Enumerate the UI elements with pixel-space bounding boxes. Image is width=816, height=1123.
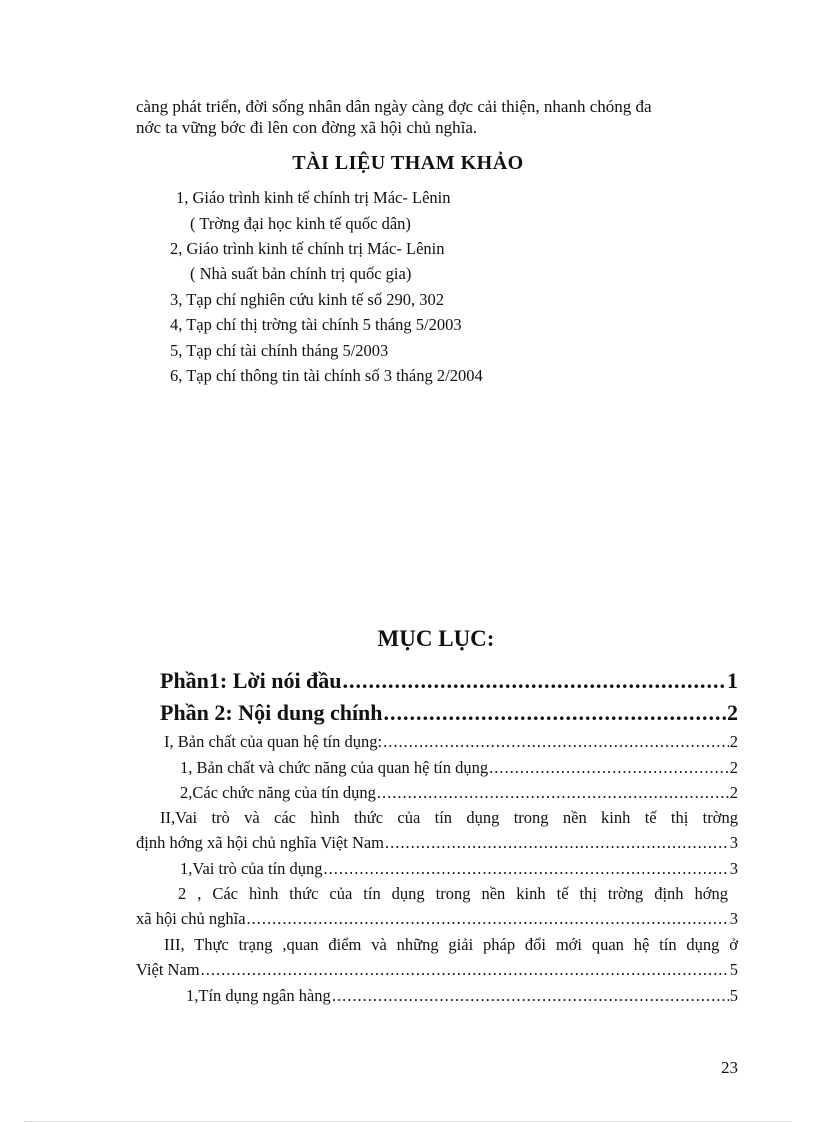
toc-entry-label: xã hội chủ nghĩa: [136, 909, 246, 928]
toc-leader: [201, 960, 729, 980]
toc-entry-page: 2: [727, 700, 738, 725]
reference-item: 6, Tạp chí thông tin tài chính số 3 tháng 2/2004: [170, 366, 483, 385]
toc-entry-label: 1, Bản chất và chức năng của quan hệ tín dụng: [180, 758, 489, 777]
toc-entry[interactable]: [136, 960, 738, 980]
references-title: TÀI LIỆU THAM KHẢO: [292, 152, 524, 174]
toc-leader: [489, 758, 729, 778]
reference-item: 4, Tạp chí thị trờng tài chính 5 tháng 5/2003: [170, 315, 462, 334]
toc-entry[interactable]: [164, 732, 738, 752]
toc-entry-label: Việt Nam: [136, 960, 200, 979]
intro-paragraph: [136, 96, 746, 138]
toc-leader: [332, 986, 729, 1006]
toc-entry-page: 1: [727, 668, 738, 693]
toc-entry[interactable]: [186, 986, 738, 1006]
reference-item: ( Nhà suất bản chính trị quốc gia): [190, 264, 412, 283]
toc-entry-label: Phần 2: Nội dung chính: [160, 700, 383, 725]
toc-entry-page: 2: [729, 758, 738, 777]
toc-leader: [324, 859, 729, 879]
toc-entry[interactable]: [180, 859, 738, 879]
toc-title: MỤC LỤC:: [377, 626, 495, 651]
toc-leader: [247, 909, 729, 929]
intro-line: nớc ta vững bớc đi lên con đờng xã hội chủ nghĩa.: [136, 118, 478, 137]
toc-entry-lead: III, Thực trạng ,quan điểm và những giải pháp đổi mới quan hệ tín dụng ở: [164, 935, 738, 954]
reference-item: 2, Giáo trình kinh tế chính trị Mác- Lênin: [170, 239, 445, 258]
toc-entry[interactable]: [136, 909, 738, 929]
toc-entry-page: 5: [729, 986, 738, 1005]
toc-entry-label: định hớng xã hội chủ nghĩa Việt Nam: [136, 833, 385, 852]
toc-entry-label: 1,Tín dụng ngân hàng: [186, 986, 331, 1005]
toc-leader: [377, 783, 729, 803]
toc-entry-label: Phần1: Lời nói đầu: [160, 668, 342, 693]
toc-entry[interactable]: [136, 833, 738, 853]
toc-entry[interactable]: [180, 758, 738, 778]
toc-leader: [385, 833, 729, 853]
toc-leader: [383, 732, 729, 752]
toc-entry-page: 2: [729, 783, 738, 802]
toc-entry[interactable]: [180, 783, 738, 803]
toc-entry-page: 5: [729, 960, 738, 979]
toc-leader: [343, 668, 726, 694]
toc-entry-label: 2,Các chức năng của tín dụng: [180, 783, 376, 802]
toc-entry-page: 3: [729, 909, 738, 928]
reference-item: 3, Tạp chí nghiên cứu kinh tế số 290, 302: [170, 290, 444, 309]
reference-item: 5, Tạp chí tài chính tháng 5/2003: [170, 341, 389, 360]
toc-entry-label: I, Bản chất của quan hệ tín dụng:: [164, 732, 383, 751]
toc-entry-lead: 2 , Các hình thức của tín dụng trong nền kinh tế thị trờng định hớng: [178, 884, 728, 903]
toc-entry-lead: II,Vai trò và các hình thức của tín dụng trong nền kinh tế thị trờng: [160, 808, 738, 827]
toc-entry-label: 1,Vai trò của tín dụng: [180, 859, 323, 878]
intro-line: càng phát triển, đời sống nhân dân ngày càng đợc cải thiện, nhanh chóng đa: [136, 97, 652, 116]
toc-entry-page: 2: [729, 732, 738, 751]
toc-entry-page: 3: [729, 859, 738, 878]
reference-item: ( Trờng đại học kinh tế quốc dân): [190, 214, 411, 233]
toc-entry-page: 3: [729, 833, 738, 852]
page-number: 23: [721, 1058, 738, 1077]
reference-item: 1, Giáo trình kinh tế chính trị Mác- Lênin: [176, 188, 451, 207]
toc-leader: [384, 700, 726, 726]
toc-entry[interactable]: [160, 668, 738, 694]
toc-entry[interactable]: [160, 700, 738, 726]
